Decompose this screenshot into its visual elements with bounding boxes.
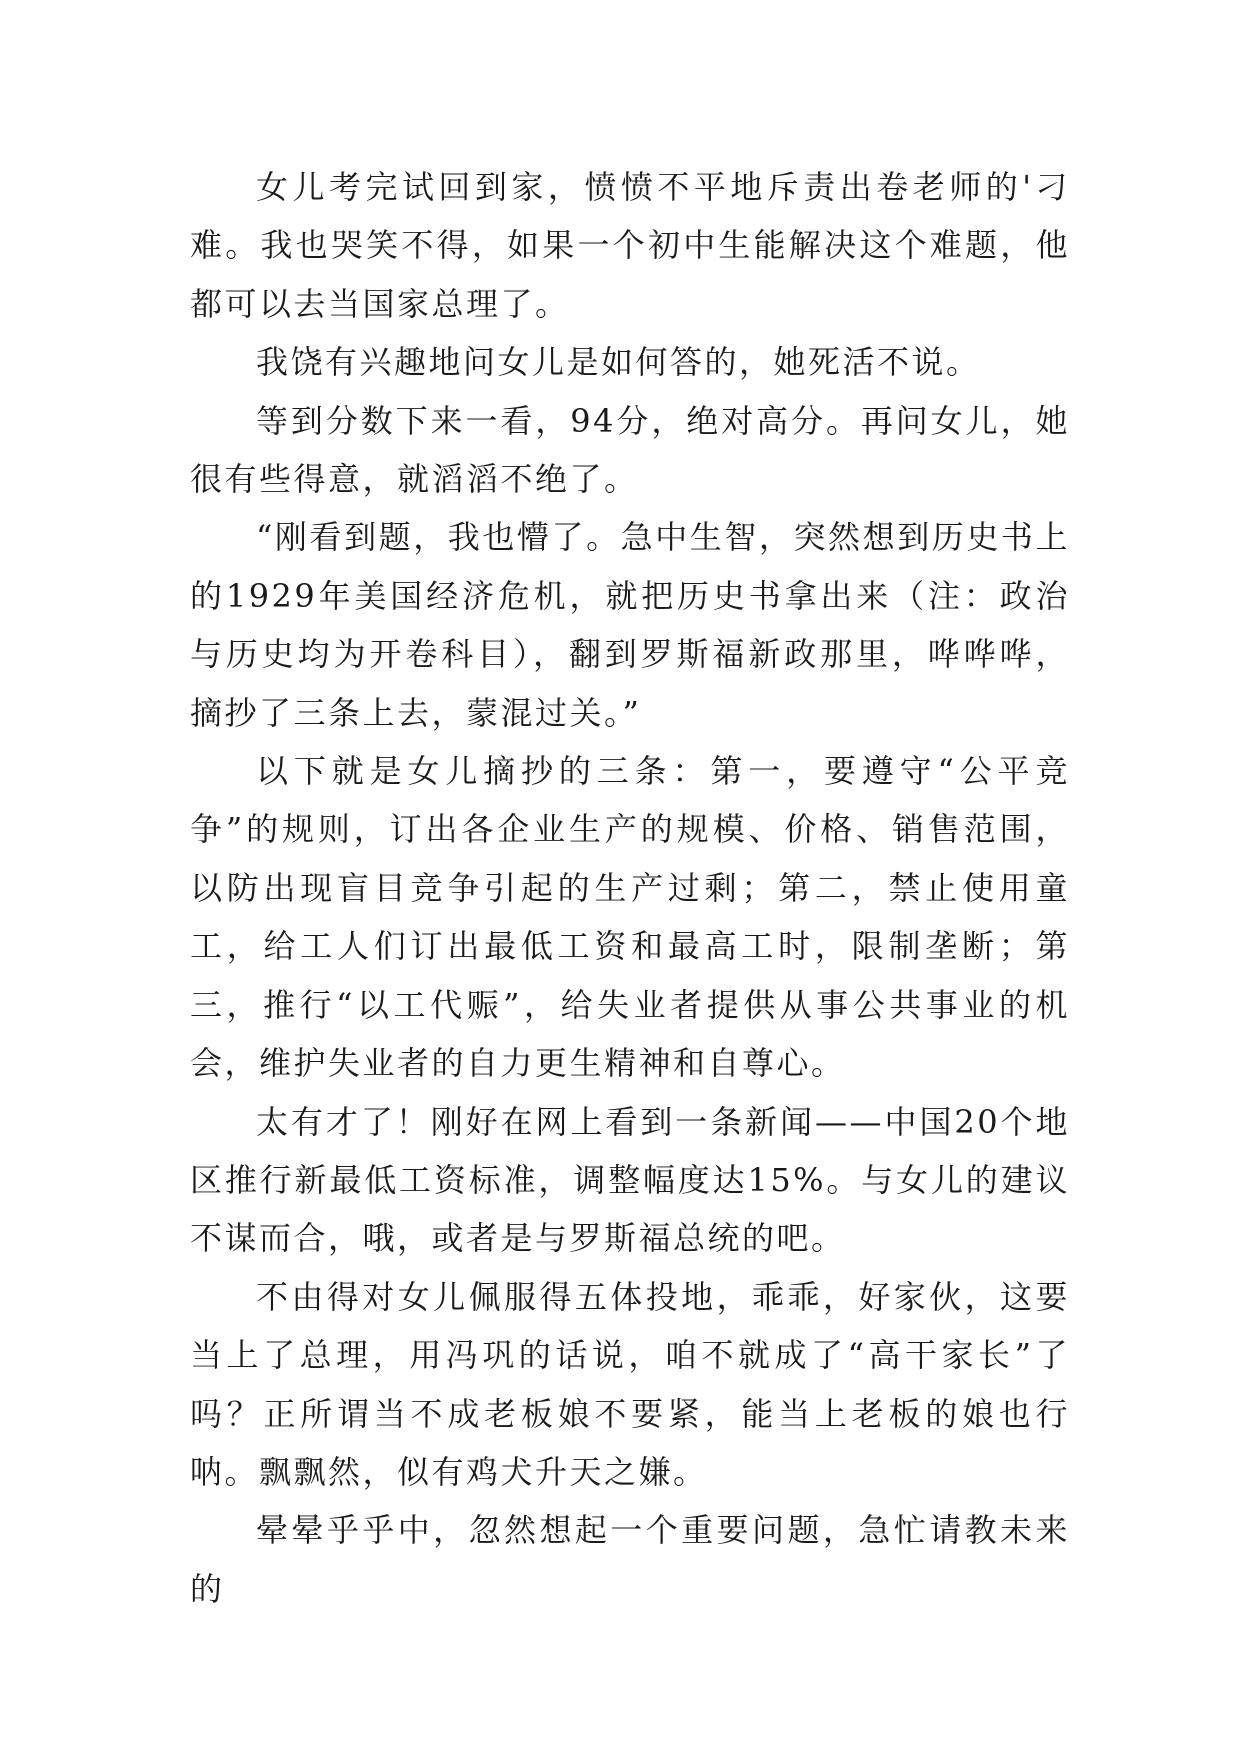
article-body xyxy=(190,158,1070,1618)
paragraph: 等到分数下来一看，94分，绝对高分。再问女儿，她很有些得意，就滔滔不绝了。 xyxy=(190,401,1070,499)
paragraph: 女儿考完试回到家，愤愤不平地斥责出卷老师的'刁难。我也哭笑不得，如果一个初中生能解决这个难题，他都可以去当国家总理了。 xyxy=(190,168,1070,323)
paragraph: 不由得对女儿佩服得五体投地，乖乖，好家伙，这要当上了总理，用冯巩的话说，咱不就成了“高干家长”了吗？正所谓当不成老板娘不要紧，能当上老板的娘也行呐。飘飘然，似有鸡犬升天之嫌。 xyxy=(190,1277,1070,1491)
paragraph: 晕晕乎乎中，忽然想起一个重要问题，急忙请教未来的 xyxy=(190,1511,1070,1608)
paragraph: “刚看到题，我也懵了。急中生智，突然想到历史书上的1929年美国经济危机，就把历史书拿出来（注：政治与历史均为开卷科目），翻到罗斯福新政那里，哗哗哗，摘抄了三条上去，蒙混过关。” xyxy=(190,518,1070,732)
paragraph: 以下就是女儿摘抄的三条：第一，要遵守“公平竞争”的规则，订出各企业生产的规模、价格、销售范围，以防出现盲目竞争引起的生产过剩；第二，禁止使用童工，给工人们订出最低工资和最高工时，限制垄断；第三，推行“以工代赈”，给失业者提供从事公共事业的机会，维护失业者的自力更生精神和自尊心。 xyxy=(190,752,1070,1083)
paragraph: 太有才了！刚好在网上看到一条新闻——中国20个地区推行新最低工资标准，调整幅度达15%。与女儿的建议不谋而合，哦，或者是与罗斯福总统的吧。 xyxy=(190,1102,1070,1258)
paragraph: 我饶有兴趣地问女儿是如何答的，她死活不说。 xyxy=(256,343,981,382)
